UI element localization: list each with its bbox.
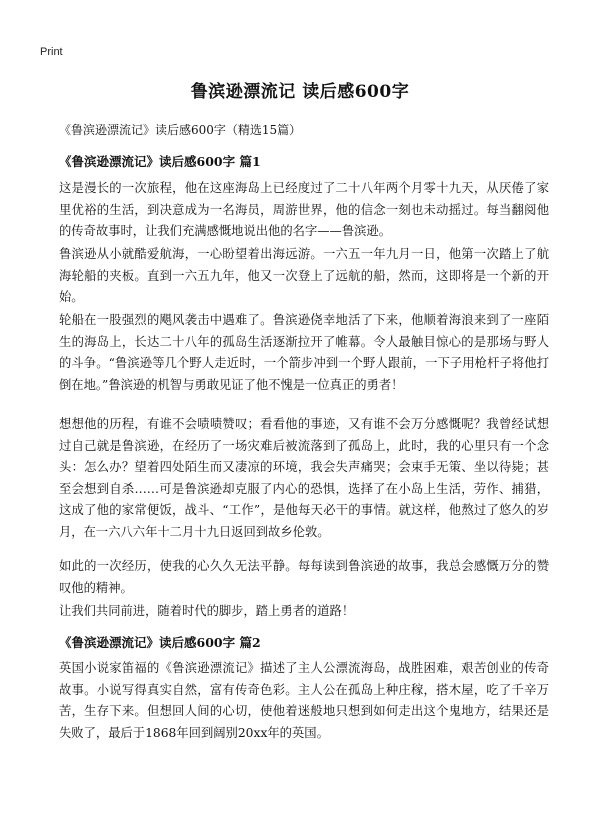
page-title: 鲁滨逊漂流记 读后感600字 <box>190 82 410 102</box>
print-label[interactable]: Print <box>40 46 63 58</box>
paragraph: 如此的一次经历，使我的心久久无法平静。每每读到鲁滨逊的故事，我总会感慨万分的赞叹他的精神。 <box>59 559 549 595</box>
paragraph: 让我们共同前进，随着时代的脚步，踏上勇者的道路！ <box>59 604 355 618</box>
section-heading-1: 《鲁滨逊漂流记》读后感600字 篇1 <box>59 154 261 169</box>
paragraph: 轮船在一股强烈的飓风袭击中遇难了。鲁滨逊侥幸地活了下来，他顺着海浪来到了一座陌生的海岛上，长达二十八年的孤岛生活逐渐拉开了帷幕。令人最触目惊心的是那场与野人的斗争。“鲁滨逊等几个野人走近时，一个箭步冲到一个野人跟前，一下子用枪杆子将他打倒在地。”鲁滨逊的机智与勇敢见证了他不愧是一位真正的勇者！ <box>59 313 549 392</box>
paragraph: 想想他的历程，有谁不会啧啧赞叹；看看他的事迹，又有谁不会万分感慨呢？我曾经试想过自己就是鲁滨逊，在经历了一场灾难后被流落到了孤岛上，此时，我的心里只有一个念头：怎么办？望着四处陌生而又凄凉的环境，我会失声痛哭；会束手无策、坐以待毙；甚至会想到自杀……可是鲁滨逊却克服了内心的恐惧，选择了在小岛上生活，劳作、捕猎，这成了他的家常便饭，战斗、“工作”，是他每天必干的事情。就这样，他熬过了悠久的岁月，在一六八六年十二月十九日返回到故乡伦敦。 <box>59 417 549 539</box>
paragraph: 这是漫长的一次旅程，他在这座海岛上已经度过了二十八年两个月零十九天，从厌倦了家里优裕的生活，到决意成为一名海员，周游世界，他的信念一刻也未动摇过。每当翻阅他的传奇故事时，让我们充满感慨地说出他的名字——鲁滨逊。 <box>59 181 549 238</box>
section-heading-2: 《鲁滨逊漂流记》读后感600字 篇2 <box>59 635 261 650</box>
document-subtitle: 《鲁滨逊漂流记》读后感600字（精选15篇） <box>59 123 302 137</box>
paragraph: 鲁滨逊从小就酷爱航海，一心盼望着出海远游。一六五一年九月一日，他第一次踏上了航海轮船的夹板。直到一六五九年，他又一次登上了远航的船，然而，这即将是一个新的开始。 <box>59 247 549 304</box>
paragraph: 英国小说家笛福的《鲁滨逊漂流记》描述了主人公漂流海岛，战胜困难，艰苦创业的传奇故事。小说写得真实自然，富有传奇色彩。主人公在孤岛上种庄稼，搭木屋，吃了千辛万苦，生存下来。但想回人间的心切，使他着迷般地只想到如何走出这个鬼地方，结果还是失败了，最后于1868年回到阔别20xx年的英国。 <box>59 661 549 740</box>
